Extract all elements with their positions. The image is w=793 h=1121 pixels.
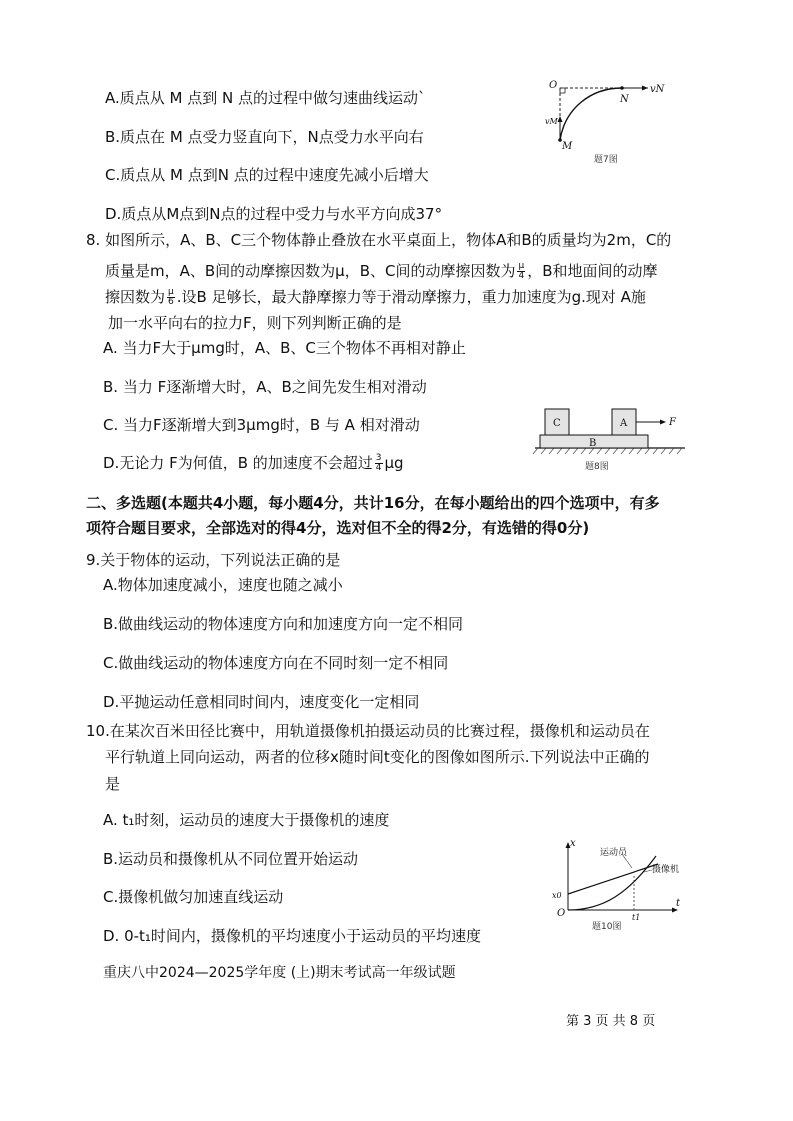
q8-frac2-denominator: 6 (168, 297, 174, 307)
q8-force-arrowhead (660, 420, 666, 425)
q7-label-m: M (562, 141, 573, 152)
footer-page-number: 第 3 页 共 8 页 (566, 1014, 656, 1029)
q7-option-b: B.质点在 M 点受力竖直向下，N点受力水平向右 (105, 128, 424, 146)
q8-stem-line4: 加一水平向右的拉力F，则下列判断正确的是 (108, 314, 402, 332)
q8-frac1-denominator: 4 (518, 271, 525, 281)
q8-fraction-mu-over-4 (517, 262, 525, 281)
q9-stem: 9.关于物体的运动，下列说法正确的是 (86, 551, 341, 569)
q10-label-x: x (570, 838, 576, 849)
q10-label-t1: t1 (632, 913, 641, 922)
q10-option-c: C.摄像机做匀加速直线运动 (103, 888, 284, 906)
q7-point-n (620, 86, 624, 90)
q8-option-b: B. 当力 F逐渐增大时，A、B之间先发生相对滑动 (103, 378, 427, 396)
q10-series-camera-label: 摄像机 (652, 865, 680, 875)
q7-figure-caption: 题7图 (594, 155, 618, 165)
q10-label-t: t (676, 898, 681, 909)
q7-trajectory-curve (560, 88, 622, 140)
section2-header-line2: 项符合题目要求，全部选对的得4分，选对但不全的得2分，有选错的得0分) (86, 519, 590, 537)
q8-stem-line3 (105, 284, 646, 310)
q10-option-a: A. t₁时刻，运动员的速度大于摄像机的速度 (103, 811, 390, 829)
q8-option-a: A. 当力F大于μmg时，A、B、C三个物体不再相对静止 (103, 339, 466, 357)
q10-athlete-curve (568, 856, 656, 910)
q10-stem-line2: 平行轨道上同向运动，两者的位移x随时间t变化的图像如图所示.下列说法中正确的 (105, 748, 650, 766)
q10-stem-line3: 是 (105, 775, 121, 793)
q10-figure-caption: 题10图 (592, 922, 622, 932)
q10-figure (548, 836, 688, 932)
q8-option-d-a: D.无论力 F为何值，B 的加速度不会超过 (103, 454, 373, 472)
q8-figure-caption: 题8图 (585, 462, 609, 472)
q8-stem-line1: 8. 如图所示，A、B、C三个物体静止叠放在水平桌面上，物体A和B的质量均为2m，C的 (86, 231, 672, 249)
q8-fraction-3-over-4 (375, 454, 383, 473)
q9-option-d: D.平抛运动任意相同时间内，速度变化一定相同 (103, 693, 420, 711)
q10-label-x0: x0 (552, 891, 562, 900)
q8-ground-hatching (533, 448, 682, 454)
q10-camera-line (568, 864, 658, 894)
footer-school: 重庆八中2024—2025学年度 (上)期末考试高一年级试题 (103, 965, 456, 981)
q8-stem-line2 (105, 258, 658, 284)
q8-fraction-mu-over-6 (167, 288, 175, 307)
q7-right-angle-mark (560, 88, 565, 93)
q8-option-c: C. 当力F逐渐增大到3μmg时，B 与 A 相对滑动 (103, 416, 420, 434)
q7-vm-arrowhead (558, 116, 563, 122)
q8-stem-line3-a: 擦因数为 (105, 288, 166, 306)
q8-d-denominator: 4 (375, 463, 382, 473)
q10-option-d: D. 0-t₁时间内，摄像机的平均速度小于运动员的平均速度 (103, 927, 481, 945)
q9-option-a: A.物体加速度减小，速度也随之减小 (103, 576, 343, 594)
q7-vn-arrowhead (642, 86, 648, 91)
q8-label-b: B (589, 438, 597, 449)
q8-stem-line2-a: 质量是m，A、B间的动摩擦因数为μ，B、C间的动摩擦因数为 (105, 262, 516, 280)
q7-figure (540, 74, 690, 166)
q10-label-o: O (557, 908, 566, 919)
section2-header-line1: 二、多选题(本题共4小题，每小题4分，共计16分，在每小题给出的四个选项中，有多 (86, 494, 660, 512)
q10-option-b: B.运动员和摄像机从不同位置开始运动 (103, 850, 359, 868)
q8-frac2-numerator: μ (168, 287, 174, 297)
q8-label-c: C (553, 418, 561, 429)
q7-label-o: O (549, 80, 558, 91)
q7-option-d: D.质点从M点到N点的过程中受力与水平方向成37° (105, 205, 443, 223)
q8-figure (530, 402, 690, 474)
q9-option-b: B.做曲线运动的物体速度方向和加速度方向一定不相同 (103, 615, 464, 633)
q7-option-a: A.质点从 M 点到 N 点的过程中做匀速曲线运动` (105, 89, 426, 107)
q8-frac1-numerator: μ (518, 261, 525, 271)
q10-series-athlete-label: 运动员 (600, 848, 628, 858)
q8-d-numerator: 3 (375, 453, 382, 463)
q8-stem-line3-b: .设B 足够长，最大静摩擦力等于滑动摩擦力，重力加速度为g.现对 A施 (176, 288, 646, 306)
q8-label-f: F (669, 417, 676, 428)
q9-option-c: C.做曲线运动的物体速度方向在不同时刻一定不相同 (103, 654, 449, 672)
q8-option-d (103, 450, 404, 476)
q7-label-vn: vN (650, 84, 665, 95)
q7-label-n: N (620, 94, 629, 105)
q7-label-vm: vM (545, 117, 558, 126)
q7-option-c: C.质点从 M 点到N 点的过程中速度先减小后增大 (105, 166, 429, 184)
q8-option-d-b: μg (384, 454, 404, 472)
q8-label-a: A (620, 418, 628, 429)
q10-stem-line1: 10.在某次百米田径比赛中，用轨道摄像机拍摄运动员的比赛过程，摄像机和运动员在 (86, 722, 650, 740)
q8-stem-line2-b: ，B和地面间的动摩 (527, 262, 658, 280)
